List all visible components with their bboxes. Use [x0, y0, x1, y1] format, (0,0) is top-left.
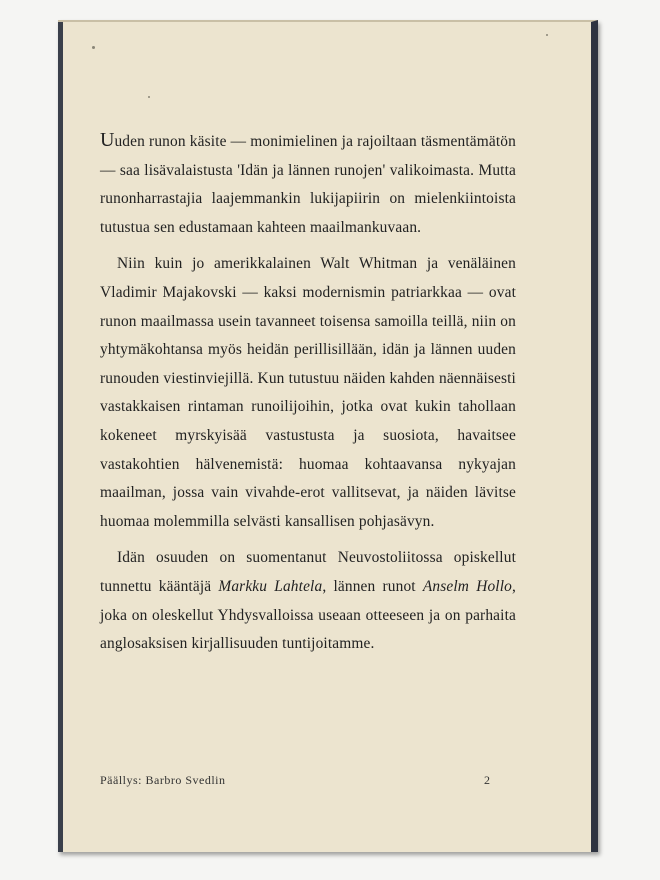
paragraph-3-text-c: , joka on oleskellut Yhdysvalloissa useaan otteeseen ja on parhaita anglosaksisen kirjallisuuden tuntijoitamme. [100, 577, 516, 653]
paper-speck [546, 34, 548, 36]
paragraph-1-body: uden runon käsite — monimielinen ja rajoiltaan täsmentämätön — saa lisävalaistusta 'Idän ja lännen runojen' valikoimasta. Mutta runonharrastajia laajemmankin lukijapiirin on mielenkiintoista tutustua sen edustamaan kahteen maailmankuvaan. [100, 133, 516, 236]
cover-credit: Päällys: Barbro Svedlin [100, 773, 226, 787]
blurb-text [100, 126, 516, 659]
paper-speck [92, 46, 95, 49]
paragraph-1 [100, 126, 516, 242]
paragraph-3-text-a: Idän osuuden on suomentanut Neuvostoliitossa opiskellut tunnettu kääntäjä [100, 549, 516, 595]
paper-speck [148, 96, 150, 98]
page-number: 2 [484, 773, 490, 787]
translator-name-2: Anselm Hollo [422, 577, 512, 595]
paragraph-3-text-b: , lännen runot [322, 577, 423, 595]
initial-letter: U [100, 129, 115, 151]
paragraph-3 [100, 544, 516, 658]
translator-name-1: Markku Lahtela [218, 577, 323, 595]
paragraph-2: Niin kuin jo amerikkalainen Walt Whitman ja venäläinen Vladimir Majakovski — kaksi modernismin patriarkkaa — ovat runon maailmassa usein tavanneet toisensa samoilla teillä, niin on yhtymäkohtansa myös heidän perillisillään, idän ja lännen uuden runouden viestinviejillä. Kun tutustuu näiden kahden näennäisesti vastakkaisen rintaman runoilijoihin, jotka ovat kukin tahollaan kokeneet myrskyisää vastustusta ja suosiota, havaitsee vastakohtien hälvenemistä: huomaa kohtaavansa nykyajan maailman, jossa vain vivahde-erot vallitsevat, ja näiden lävitse huomaa molemmilla selvästi kansallisen pohjasävyn. [100, 255, 516, 530]
